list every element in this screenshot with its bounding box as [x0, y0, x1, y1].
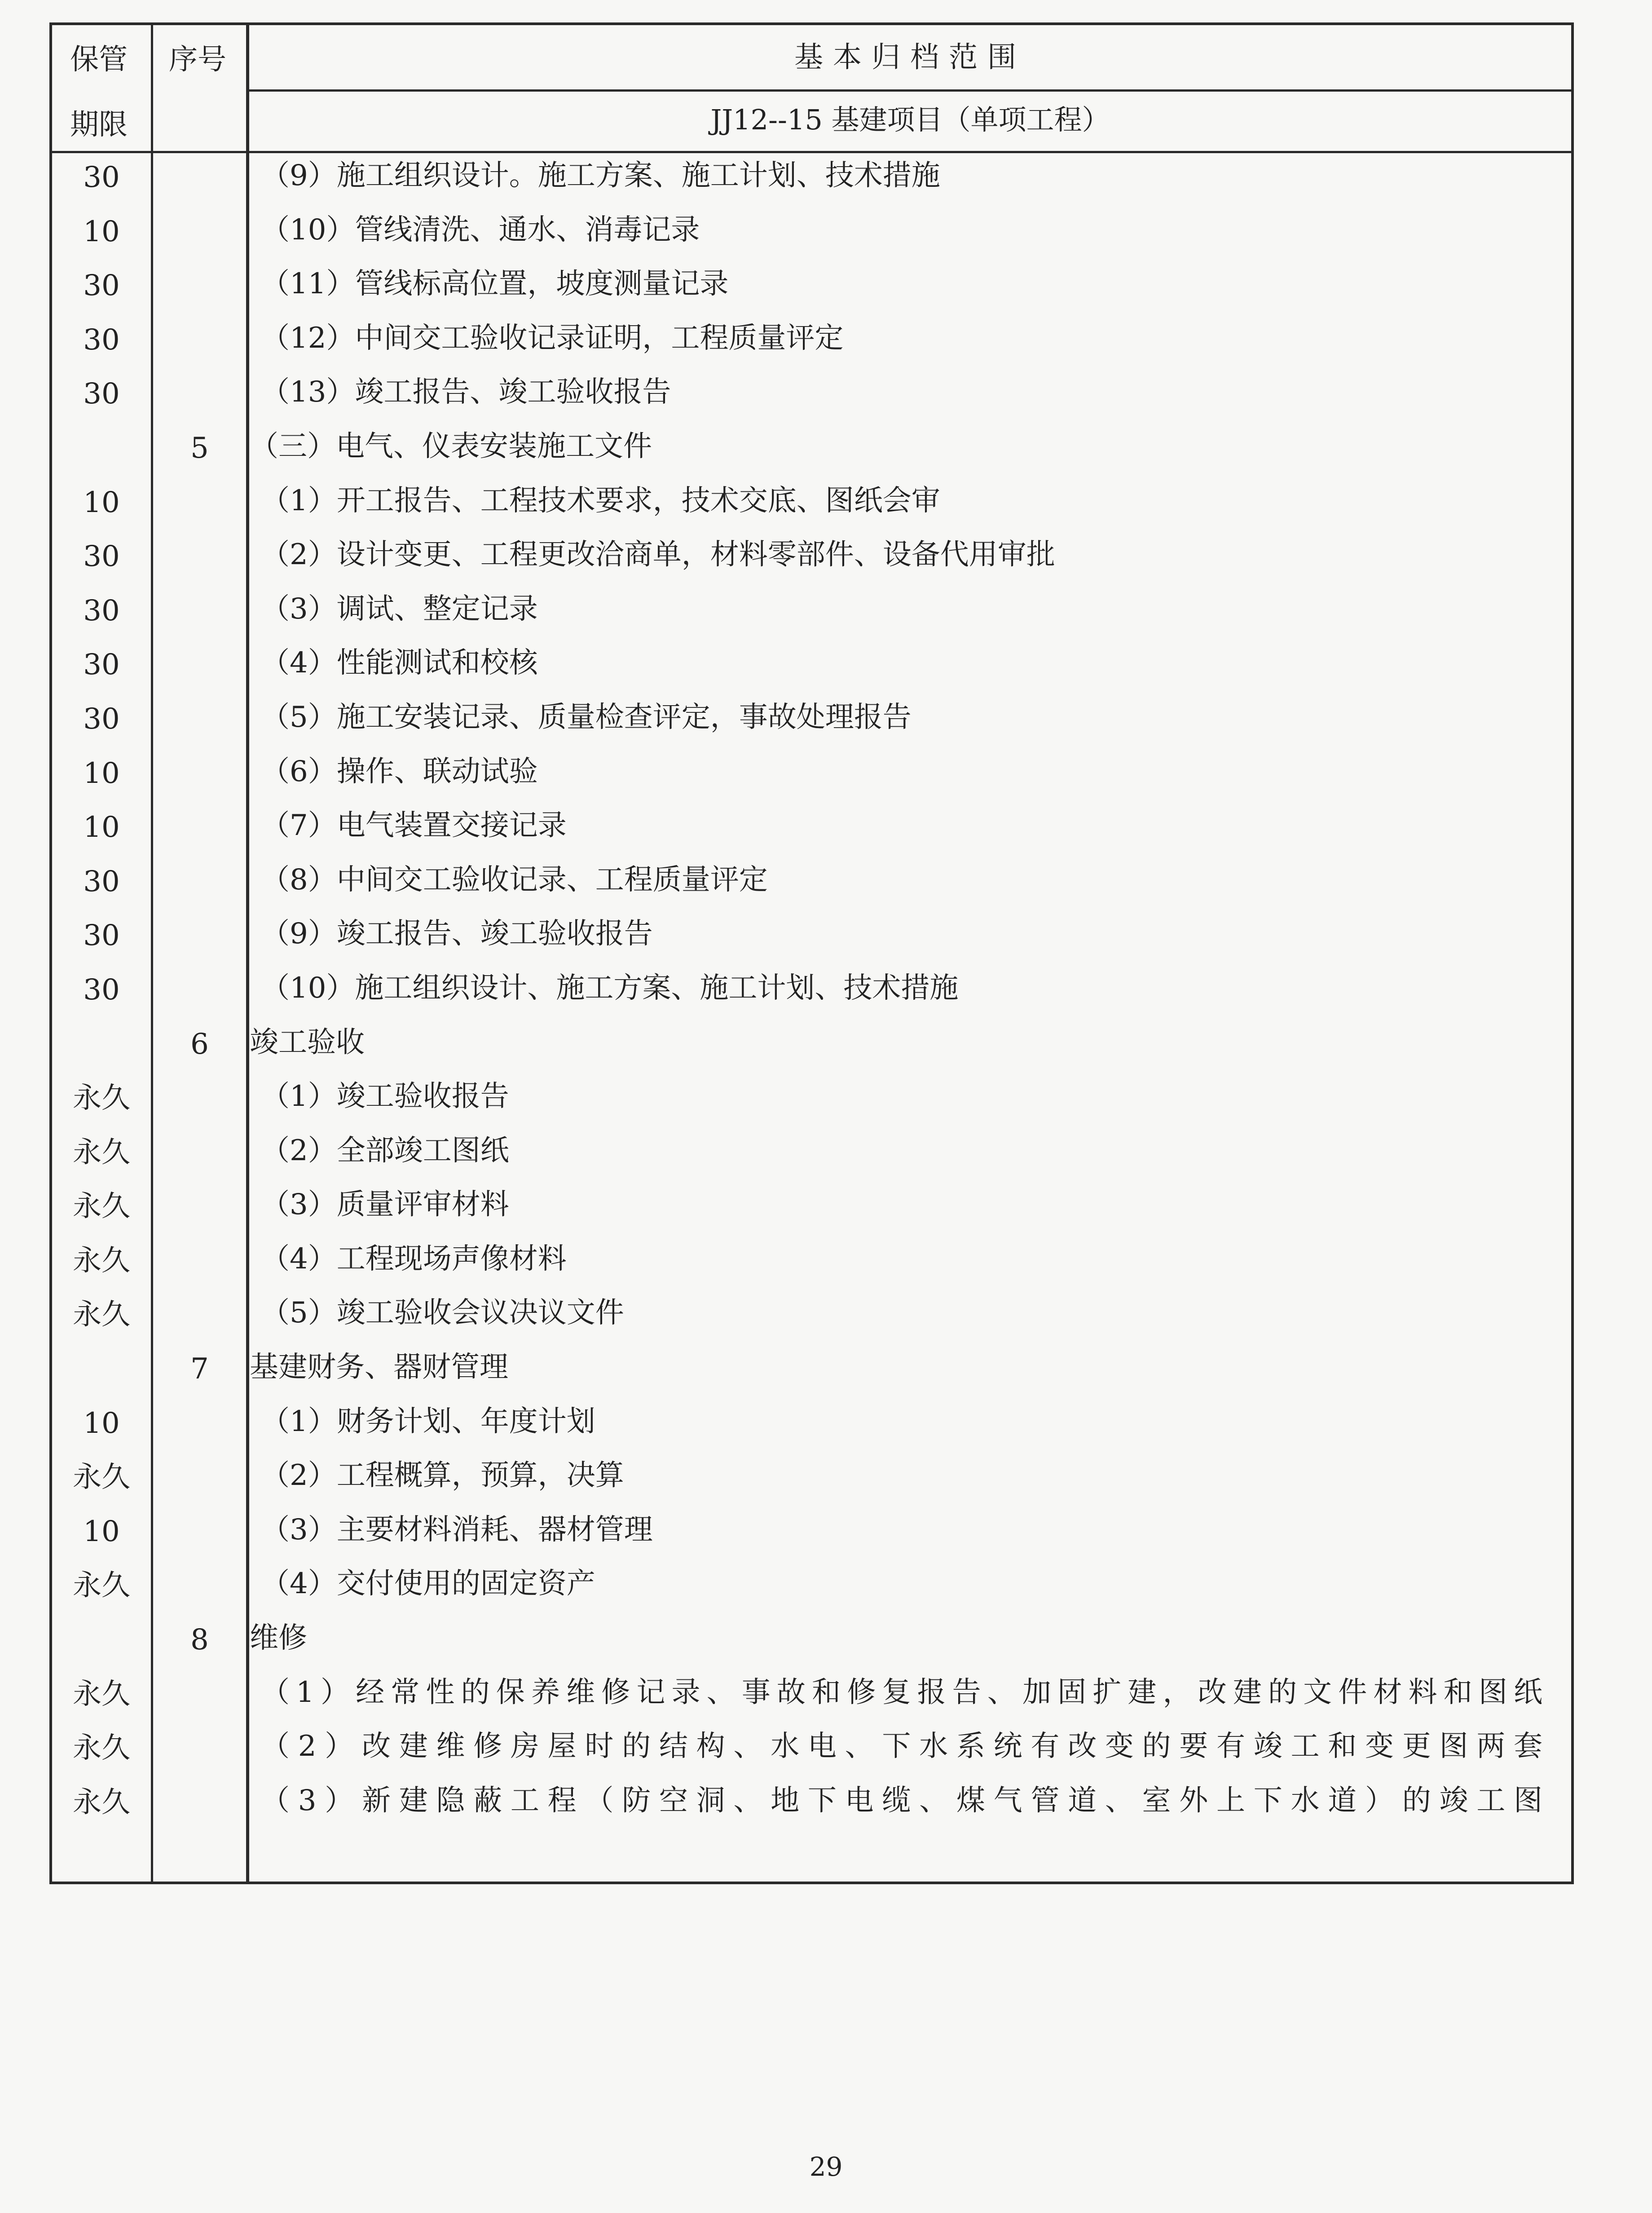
section-heading: 基建财务、器财管理	[250, 1351, 508, 1384]
retention-period: 永久	[73, 1298, 130, 1332]
scope-item: （3）调试、整定记录	[261, 592, 538, 626]
table-row	[52, 1128, 1571, 1183]
retention-period: 10	[83, 486, 120, 519]
retention-period: 30	[83, 161, 120, 194]
scope-item: （6）操作、联动试验	[261, 755, 538, 788]
table-body	[52, 153, 1571, 1832]
table-row	[52, 695, 1571, 749]
scope-item: （1）开工报告、工程技术要求，技术交底、图纸会审	[261, 484, 940, 517]
retention-period: 30	[83, 702, 120, 736]
table-row	[52, 966, 1571, 1020]
section-heading: 竣工验收	[250, 1025, 365, 1059]
retention-period: 永久	[73, 1461, 130, 1494]
scope-item: （7）电气装置交接记录	[261, 809, 567, 843]
table-row	[52, 1670, 1571, 1724]
retention-period: 永久	[73, 1785, 130, 1819]
table-row	[52, 803, 1571, 857]
table-row	[52, 911, 1571, 966]
header-subtitle: JJ12--15 基建项目（单项工程）	[710, 103, 1110, 136]
sequence-number: 7	[190, 1352, 209, 1386]
retention-period: 30	[83, 377, 120, 411]
scope-item: （5）竣工验收会议决议文件	[261, 1296, 624, 1330]
header-sequence: 序号	[169, 43, 226, 76]
table-row	[52, 1724, 1571, 1778]
retention-period: 30	[83, 865, 120, 898]
table-row	[52, 1237, 1571, 1291]
retention-period: 永久	[73, 1082, 130, 1115]
sequence-number: 6	[190, 1027, 209, 1061]
table-row	[52, 208, 1571, 262]
scope-item: （11）管线标高位置，坡度测量记录	[261, 267, 729, 301]
table-row	[52, 532, 1571, 587]
retention-period: 30	[83, 323, 120, 357]
retention-period: 10	[83, 756, 120, 790]
scope-item: （10）管线清洗、通水、消毒记录	[261, 213, 700, 247]
archive-scope-table	[49, 22, 1574, 1884]
table-row	[52, 1290, 1571, 1345]
scope-item: （4）交付使用的固定资产	[261, 1567, 595, 1601]
retention-period: 30	[83, 973, 120, 1007]
retention-period: 永久	[73, 1135, 130, 1169]
scope-item: （1）经常性的保养维修记录、事故和修复报告、加固扩建，改建的文件材料和图纸	[261, 1675, 1544, 1709]
table-row	[52, 1561, 1571, 1616]
retention-period: 30	[83, 540, 120, 574]
page-number: 29	[809, 2151, 843, 2182]
table-row	[52, 1345, 1571, 1399]
scope-item: （2）全部竣工图纸	[261, 1134, 509, 1167]
table-row	[52, 1778, 1571, 1833]
scope-item: （5）施工安装记录、质量检查评定，事故处理报告	[261, 700, 912, 734]
header-title: 基本归档范围	[794, 41, 1026, 74]
header-retention-line2: 期限	[70, 108, 128, 141]
retention-period: 10	[83, 215, 120, 248]
retention-period: 10	[83, 1406, 120, 1440]
scope-item: （8）中间交工验收记录、工程质量评定	[261, 863, 768, 897]
table-row	[52, 424, 1571, 478]
table-row	[52, 1399, 1571, 1453]
table-row	[52, 857, 1571, 912]
table-row	[52, 261, 1571, 316]
retention-period: 30	[83, 648, 120, 682]
table-row	[52, 1020, 1571, 1074]
scope-item: （3）新建隐蔽工程（防空洞、地下电缆、煤气管道、室外上下水道）的竣工图	[261, 1784, 1544, 1817]
sequence-number: 5	[190, 431, 209, 465]
retention-period: 30	[83, 919, 120, 953]
header-divider	[246, 89, 1571, 92]
scope-item: （4）性能测试和校核	[261, 646, 538, 680]
header-retention-line1: 保管	[70, 43, 128, 76]
scope-item: （2）设计变更、工程更改洽商单，材料零部件、设备代用审批	[261, 538, 1055, 572]
scope-item: （3）主要材料消耗、器材管理	[261, 1513, 653, 1546]
table-row	[52, 1182, 1571, 1237]
retention-period: 10	[83, 811, 120, 844]
retention-period: 永久	[73, 1190, 130, 1224]
scope-item: （13）竣工报告、竣工验收报告	[261, 375, 671, 409]
table-row	[52, 1507, 1571, 1562]
table-row	[52, 1453, 1571, 1507]
table-row	[52, 1074, 1571, 1128]
scope-item: （1）竣工验收报告	[261, 1080, 509, 1113]
retention-period: 永久	[73, 1244, 130, 1277]
table-row	[52, 316, 1571, 370]
scope-item: （9）施工组织设计。施工方案、施工计划、技术措施	[261, 159, 940, 192]
sequence-number: 8	[190, 1623, 209, 1657]
section-heading: 维修	[250, 1621, 307, 1655]
retention-period: 30	[83, 269, 120, 303]
scope-item: （1）财务计划、年度计划	[261, 1405, 595, 1438]
retention-period: 永久	[73, 1732, 130, 1765]
retention-period: 永久	[73, 1569, 130, 1603]
table-row	[52, 749, 1571, 804]
table-row	[52, 370, 1571, 424]
table-row	[52, 640, 1571, 695]
retention-period: 30	[83, 594, 120, 627]
scope-item: （2）改建维修房屋时的结构、水电、下水系统有改变的要有竣工和变更图两套	[261, 1730, 1544, 1763]
scope-item: （12）中间交工验收记录证明，工程质量评定	[261, 321, 844, 355]
retention-period: 永久	[73, 1677, 130, 1711]
scope-item: （9）竣工报告、竣工验收报告	[261, 917, 653, 951]
scope-item: （4）工程现场声像材料	[261, 1242, 567, 1276]
section-heading: （三）电气、仪表安装施工文件	[250, 429, 652, 463]
scope-item: （10）施工组织设计、施工方案、施工计划、技术措施	[261, 971, 959, 1005]
scope-item: （3）质量评审材料	[261, 1188, 509, 1222]
scope-item: （2）工程概算，预算，决算	[261, 1459, 624, 1493]
table-row	[52, 478, 1571, 533]
table-row	[52, 1616, 1571, 1670]
table-row	[52, 587, 1571, 641]
retention-period: 10	[83, 1515, 120, 1548]
table-row	[52, 153, 1571, 208]
